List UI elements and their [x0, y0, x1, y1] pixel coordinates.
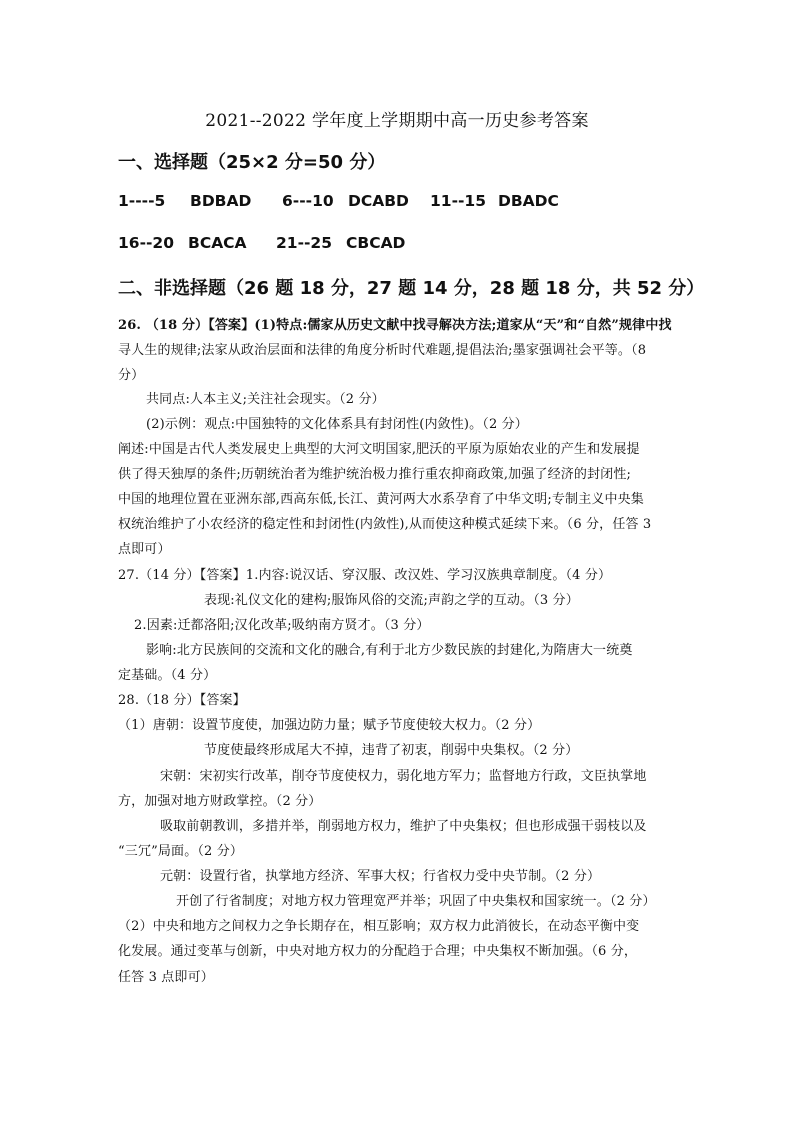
- answer-range: 11--15: [430, 192, 487, 210]
- text-line: 吸取前朝教训，多措并举，削弱地方权力，维护了中央集权；但也形成强干弱枝以及: [160, 819, 647, 834]
- answer-range: 16--20: [118, 234, 175, 252]
- text-line: 任答 3 点即可）: [118, 970, 214, 985]
- text-line: 寻人生的规律;法家从政治层面和法律的角度分析时代难题,提倡法治;墨家强调社会平等。（8: [118, 343, 647, 358]
- text-line: 分）: [118, 368, 145, 383]
- text-line: 化发展。通过变革与创新，中央对地方权力的分配趋于合理；中央集权不断加强。（6 分，: [118, 944, 638, 959]
- section-heading-non-choice: 二、非选择题（26 题 18 分，27 题 14 分，28 题 18 分，共 52 分）: [118, 278, 705, 299]
- text-line: 节度使最终形成尾大不掉，违背了初衷，削弱中央集权。（2 分）: [204, 743, 579, 758]
- text-line: (2)示例：观点:中国独特的文化体系具有封闭性(内敛性)。（2 分）: [146, 417, 528, 432]
- text-line: 26. （18 分）【答案】(1)特点:儒家从历史文献中找寻解决方法;道家从“天”和“自然”规律中找: [118, 318, 672, 333]
- text-line: 宋朝：宋初实行改革，削夺节度使权力，弱化地方军力；监督地方行政，文臣执掌地: [160, 769, 647, 784]
- answer-range: 1----5: [118, 192, 166, 210]
- answer-range: 21--25: [276, 234, 333, 252]
- text-line: 28.（18 分）【答案】: [118, 693, 246, 708]
- text-line: “三冗”局面。（2 分）: [118, 844, 243, 859]
- answer-range: 6---10: [282, 192, 334, 210]
- text-line: 权统治维护了小农经济的稳定性和封闭性(内敛性),从而使这种模式延续下来。（6 分，任答 3: [118, 517, 652, 532]
- text-line: （2）中央和地方之间权力之争长期存在，相互影响；双方权力此消彼长，在动态平衡中变: [118, 919, 640, 934]
- text-line: 定基础。（4 分）: [118, 668, 217, 683]
- text-line: 共同点:人本主义;关注社会现实。（2 分）: [146, 392, 385, 407]
- text-line: 点即可）: [118, 542, 171, 557]
- text-line: 方，加强对地方财政掌控。（2 分）: [118, 794, 322, 809]
- answer-letters: DCABD: [348, 192, 409, 210]
- text-line: 开创了行省制度；对地方权力管理宽严并举；巩固了中央集权和国家统一。（2 分）: [176, 894, 656, 909]
- text-line: 表现:礼仪文化的建构;服饰风俗的交流;声韵之学的互动。（3 分）: [204, 593, 579, 608]
- text-line: 2.因素:迁都洛阳;汉化改革;吸纳南方贤才。（3 分）: [134, 618, 430, 633]
- text-line: 中国的地理位置在亚洲东部,西高东低,长江、黄河两大水系孕育了中华文明;专制主义中央集: [118, 492, 644, 507]
- text-line: 27.（14 分）【答案】1.内容:说汉话、穿汉服、改汉姓、学习汉族典章制度。（4 分）: [118, 568, 612, 583]
- section-heading-multiple-choice: 一、选择题（25×2 分=50 分）: [118, 152, 386, 173]
- text-line: 阐述:中国是古代人类发展史上典型的大河文明国家,肥沃的平原为原始农业的产生和发展提: [118, 442, 640, 457]
- text-line: 供了得天独厚的条件;历朝统治者为维护统治极力推行重农抑商政策,加强了经济的封闭性;: [118, 467, 632, 482]
- document-title: 2021--2022 学年度上学期期中高一历史参考答案: [205, 111, 589, 131]
- text-line: 影响:北方民族间的交流和文化的融合,有利于北方少数民族的封建化,为隋唐大一统奠: [146, 643, 633, 658]
- answer-letters: BCACA: [188, 234, 247, 252]
- text-line: （1）唐朝：设置节度使，加强边防力量；赋予节度使较大权力。（2 分）: [118, 718, 541, 733]
- answer-letters: DBADC: [498, 192, 559, 210]
- answer-letters: CBCAD: [346, 234, 406, 252]
- answer-letters: BDBAD: [190, 192, 252, 210]
- text-line: 元朝：设置行省，执掌地方经济、军事大权；行省权力受中央节制。（2 分）: [160, 869, 601, 884]
